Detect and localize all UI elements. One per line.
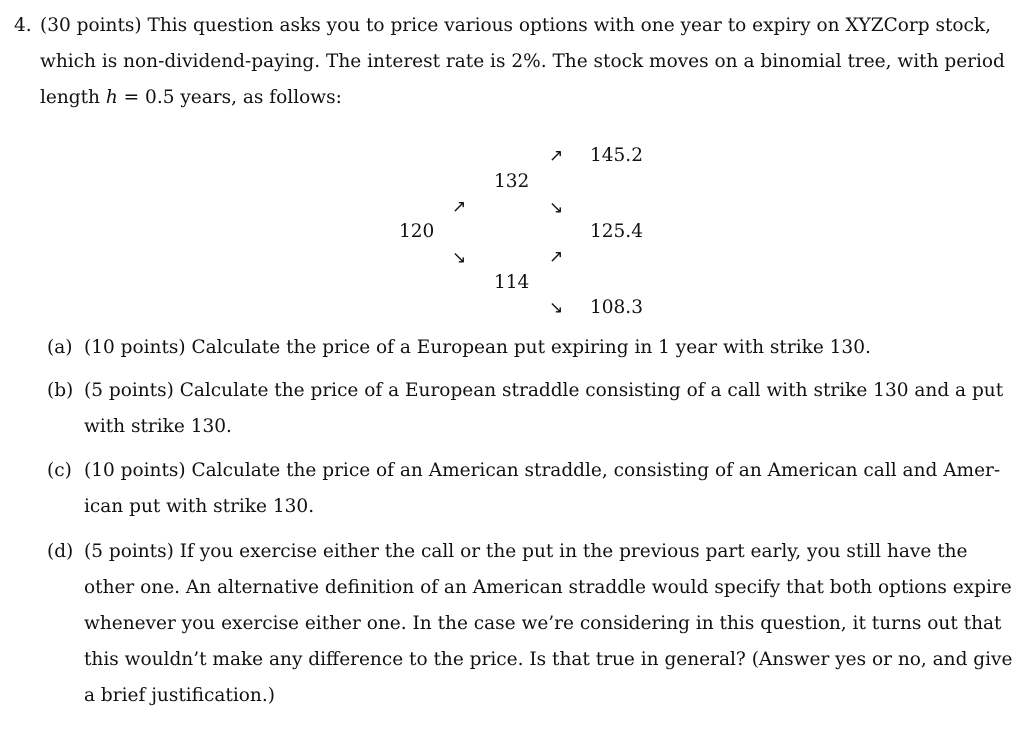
intro-line-3-rest: = 0.5 years, as follows: [117, 87, 342, 108]
intro-line-3-text: length [40, 87, 100, 108]
arrow-up-icon: ↗ [549, 247, 564, 267]
part-d-line-3: whenever you exercise either one. In the case we’re considering in this question, it turns out that [84, 613, 1002, 634]
part-b-line-2: with strike 130. [84, 416, 232, 437]
arrow-down-icon: ↘ [549, 298, 564, 318]
arrow-up-icon: ↗ [549, 146, 564, 166]
part-d-line-1: (5 points) If you exercise either the call or the put in the previous part early, you still have the [84, 541, 968, 562]
part-d-line-5: a brief justification.) [84, 685, 275, 706]
tree-node-up-up: 145.2 [590, 145, 643, 166]
arrow-up-icon: ↗ [452, 197, 467, 217]
tree-node-root: 120 [399, 221, 435, 242]
tree-node-down-down: 108.3 [590, 297, 643, 318]
period-variable: h [105, 87, 118, 108]
part-b-label: (b) [47, 380, 74, 401]
part-c-label: (c) [47, 460, 72, 481]
part-d-line-4: this wouldn’t make any difference to the price. Is that true in general? (Answer yes or no, and give [84, 649, 1013, 670]
part-a-line-1: (10 points) Calculate the price of a European put expiring in 1 year with strike 130. [84, 337, 871, 358]
part-c-line-2: ican put with strike 130. [84, 496, 315, 517]
intro-line-2: which is non-dividend-paying. The interest rate is 2%. The stock moves on a binomial tree, with period [40, 51, 1005, 72]
intro-line-1: (30 points) This question asks you to price various options with one year to expiry on XYZCorp stock, [40, 15, 992, 36]
arrow-down-icon: ↘ [549, 198, 564, 218]
part-a-label: (a) [47, 337, 73, 358]
tree-node-up: 132 [494, 171, 530, 192]
part-b-line-1: (5 points) Calculate the price of a European straddle consisting of a call with strike 130 and a put [84, 380, 1004, 401]
part-c-line-1: (10 points) Calculate the price of an American straddle, consisting of an American call and Amer- [84, 460, 1001, 481]
tree-node-down: 114 [494, 272, 530, 293]
tree-node-up-down: 125.4 [590, 221, 643, 242]
arrow-down-icon: ↘ [452, 248, 467, 268]
part-d-line-2: other one. An alternative definition of an American straddle would specify that both options expire [84, 577, 1012, 598]
question-number: 4. [14, 15, 32, 36]
binomial-tree [0, 0, 1024, 330]
part-d-label: (d) [47, 541, 74, 562]
